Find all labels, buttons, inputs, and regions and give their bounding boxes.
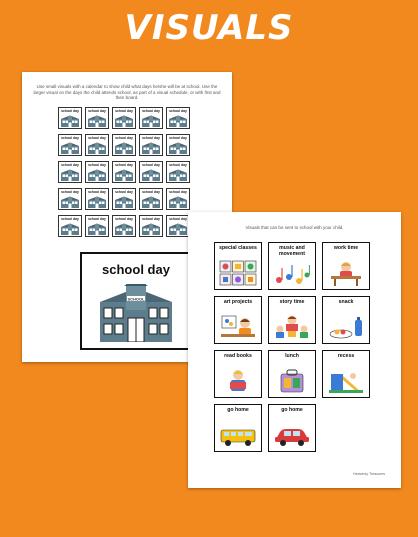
school-day-large-card <box>80 252 192 350</box>
mini-card-label: school day <box>115 109 133 113</box>
card-art-projects <box>214 296 262 344</box>
mini-card-label: school day <box>169 136 187 140</box>
school-day-mini-card <box>112 161 136 183</box>
page-title: VISUALS <box>124 8 294 48</box>
school-day-mini-card <box>139 161 163 183</box>
art-music-pe-icon <box>219 260 257 286</box>
card-go-home-car <box>268 404 316 452</box>
mini-card-label: school day <box>88 163 106 167</box>
mini-card-label: school day <box>88 217 106 221</box>
school-building-icon <box>142 142 160 154</box>
mini-card-label: school day <box>61 217 79 221</box>
credit-text: Heavenly Treasures <box>353 472 385 476</box>
school-day-mini-card <box>139 188 163 210</box>
school-day-mini-card <box>58 134 82 156</box>
school-building-icon <box>61 142 79 154</box>
mini-card-label: school day <box>115 136 133 140</box>
school-building-icon <box>88 196 106 208</box>
school-building-icon <box>115 115 133 127</box>
mini-card-label: school day <box>61 190 79 194</box>
school-day-mini-card <box>112 134 136 156</box>
playground-icon <box>327 368 365 394</box>
school-day-mini-card <box>166 134 190 156</box>
card-label: art projects <box>223 299 253 305</box>
school-day-mini-card <box>112 215 136 237</box>
school-building-icon <box>169 169 187 181</box>
card-label: music and movement <box>279 245 305 257</box>
school-day-mini-card <box>112 107 136 129</box>
school-building-icon <box>169 223 187 235</box>
school-day-mini-card <box>139 215 163 237</box>
mini-card-label: school day <box>169 163 187 167</box>
card-label: lunch <box>285 353 299 359</box>
mini-card-label: school day <box>61 109 79 113</box>
card-music-and-movement <box>268 242 316 290</box>
school-building-icon <box>142 223 160 235</box>
card-label: read books <box>224 353 252 359</box>
school-building-icon <box>61 196 79 208</box>
worksheet-instructions: Visuals that can be sent to school with your child. <box>245 225 344 230</box>
school-day-mini-card <box>85 215 109 237</box>
school-day-mini-card <box>85 161 109 183</box>
school-building-icon <box>142 196 160 208</box>
school-day-mini-card <box>166 188 190 210</box>
child-at-desk-icon <box>327 260 365 286</box>
mini-card-label: school day <box>142 190 160 194</box>
mini-card-label: school day <box>61 163 79 167</box>
large-card-label: school day <box>102 262 170 277</box>
card-work-time <box>322 242 370 290</box>
music-notes-icon <box>273 260 311 286</box>
school-building-icon <box>61 115 79 127</box>
card-label: recess <box>337 353 355 359</box>
mini-card-label: school day <box>169 109 187 113</box>
school-building-icon <box>142 169 160 181</box>
school-day-mini-card <box>85 107 109 129</box>
painting-child-icon <box>219 314 257 340</box>
school-day-mini-card <box>139 134 163 156</box>
school-day-mini-card <box>85 188 109 210</box>
mini-card-label: school day <box>169 217 187 221</box>
mini-card-label: school day <box>142 109 160 113</box>
school-building-icon <box>115 142 133 154</box>
mini-card-label: school day <box>115 190 133 194</box>
child-reading-icon <box>219 368 257 394</box>
mini-card-label: school day <box>61 136 79 140</box>
school-building-icon <box>115 196 133 208</box>
school-building-icon <box>169 196 187 208</box>
mini-card-label: school day <box>88 190 106 194</box>
school-building-icon <box>169 115 187 127</box>
card-snack <box>322 296 370 344</box>
school-building-icon <box>142 115 160 127</box>
school-day-mini-card <box>166 215 190 237</box>
school-building-icon <box>61 223 79 235</box>
school-day-mini-card <box>58 188 82 210</box>
card-label: go home <box>281 407 303 413</box>
school-building-icon <box>115 223 133 235</box>
school-day-mini-card <box>112 188 136 210</box>
reading-group-icon <box>273 314 311 340</box>
card-story-time <box>268 296 316 344</box>
school-building-icon <box>88 142 106 154</box>
school-bus-icon <box>219 422 257 448</box>
card-label: story time <box>279 299 305 305</box>
mini-card-label: school day <box>115 163 133 167</box>
card-label: special classes <box>219 245 257 251</box>
card-lunch <box>268 350 316 398</box>
lunchbox-icon <box>273 368 311 394</box>
visual-cards-worksheet <box>188 212 401 488</box>
school-day-mini-card <box>166 161 190 183</box>
mini-card-label: school day <box>142 163 160 167</box>
school-day-mini-card <box>139 107 163 129</box>
mini-card-label: school day <box>142 217 160 221</box>
school-building-icon <box>115 169 133 181</box>
building-sign-text: SCHOOL <box>127 296 145 302</box>
school-building-icon <box>100 284 172 342</box>
mini-card-label: school day <box>115 217 133 221</box>
worksheet-instructions: Use small visuals with a calendar to show child what days he/she will be at school. Use the larger visual on the days the child attends school, as part of a visual schedule, or with first and then board. <box>33 84 221 100</box>
card-special-classes <box>214 242 262 290</box>
mini-card-label: school day <box>88 109 106 113</box>
school-building-icon <box>88 169 106 181</box>
school-building-icon <box>61 169 79 181</box>
school-day-mini-card <box>58 215 82 237</box>
card-label: go home <box>227 407 249 413</box>
school-day-mini-card <box>58 161 82 183</box>
card-label: work time <box>333 245 359 251</box>
card-read-books <box>214 350 262 398</box>
card-label: snack <box>338 299 354 305</box>
car-icon <box>273 422 311 448</box>
card-go-home-bus <box>214 404 262 452</box>
school-day-mini-card <box>85 134 109 156</box>
school-building-icon <box>88 223 106 235</box>
school-day-mini-card <box>58 107 82 129</box>
mini-card-label: school day <box>88 136 106 140</box>
mini-card-label: school day <box>142 136 160 140</box>
school-building-icon <box>88 115 106 127</box>
snack-drink-icon <box>327 314 365 340</box>
school-day-mini-card <box>166 107 190 129</box>
school-building-icon <box>169 142 187 154</box>
card-recess <box>322 350 370 398</box>
mini-card-label: school day <box>169 190 187 194</box>
